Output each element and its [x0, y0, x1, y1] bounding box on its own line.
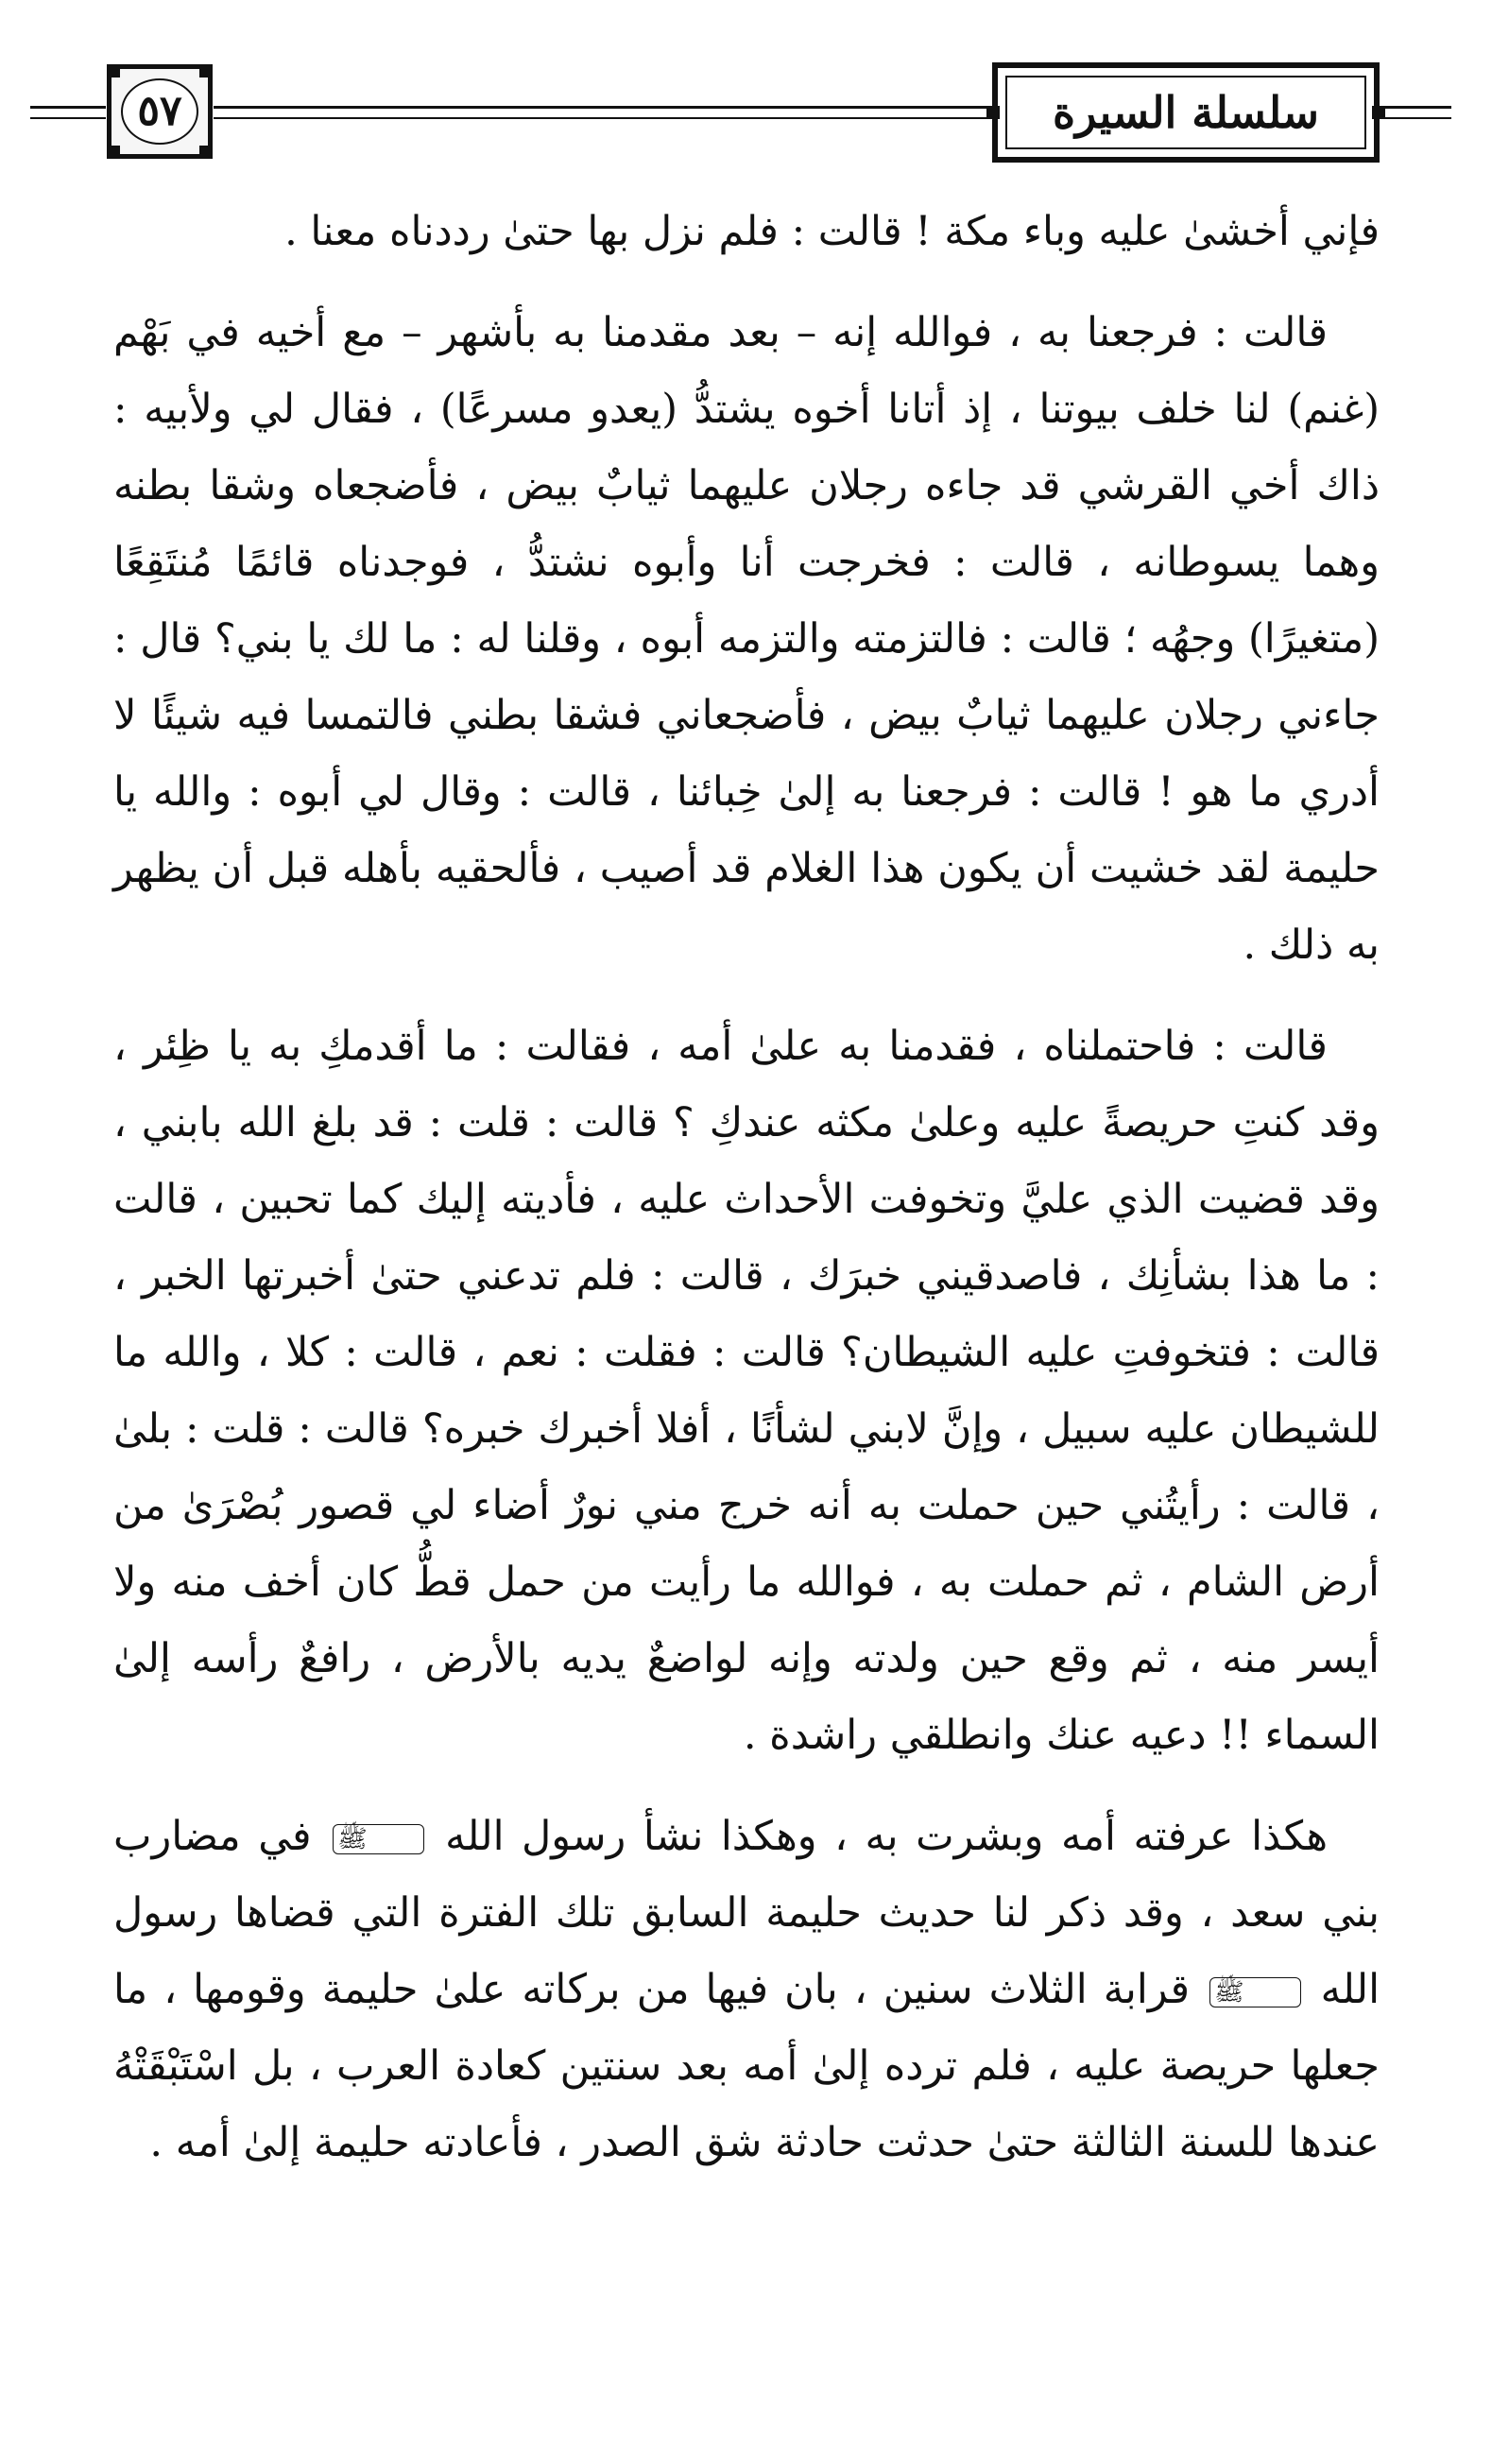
badge-corner [107, 146, 120, 159]
paragraph-3: قالت : فاحتملناه ، فقدمنا به علىٰ أمه ، فقالت : ما أقدمكِ به يا ظِئر ، وقد كنتِ حريصةً عليه وعلىٰ مكثه عندكِ ؟ قالت : قلت : قد بلغ الله بابني ، وقد قضيت الذي عليَّ وتخوفت الأحداث عليه ، فأديته إليك كما تحبين ، قالت : ما هذا بشأنِك ، فاصدقيني خبرَك ، قالت : فلم تدعني حتىٰ أخبرتها الخبر ، قالت : فتخوفتِ عليه الشيطان؟ قالت : فقلت : نعم ، قالت : كلا ، والله ما للشيطان عليه سبيل ، وإنَّ لابني لشأنًا ، أفلا أخبرك خبره؟ قالت : قلت : بلىٰ ، قالت : رأيتُني حين حملت به أنه خرج مني نورٌ أضاء لي قصور بُصْرَىٰ من أرض الشام ، ثم حملت به ، فوالله ما رأيت من حمل قطُّ كان أخف منه ولا أيسر منه ، ثم وقع حين ولدته وإنه لواضعٌ يديه بالأرض ، رافعٌ رأسه إلىٰ السماء !! دعيه عنك وانطلقي راشدة . [113, 1023, 1380, 1759]
badge-corner [107, 64, 120, 78]
page-body [113, 194, 1380, 2181]
header-rule-left-top [30, 106, 106, 109]
badge-corner [199, 64, 213, 78]
header-rule-mid-bottom [214, 117, 992, 119]
series-box-ornament [986, 106, 1000, 119]
paragraph-4 [113, 1799, 1380, 2181]
paragraph-1: فإني أخشىٰ عليه وباء مكة ! قالت : فلم نزل بها حتىٰ رددناه معنا . [284, 208, 1380, 255]
series-box-ornament [1372, 106, 1385, 119]
salutation-seal-icon: ﷺ [1209, 1977, 1300, 2007]
series-title: سلسلة السيرة [1005, 76, 1366, 149]
badge-corner [199, 146, 213, 159]
paragraph-4-part-2: في مضارب بني سعد ، وقد ذكر لنا حديث حليمة السابق تلك الفترة التي قضاها رسول الله [113, 1813, 1380, 2013]
series-title-box [992, 62, 1380, 163]
page-number-badge [107, 64, 213, 159]
header-rule-left-bottom [30, 117, 106, 119]
paragraph-4-part-1: هكذا عرفته أمه وبشرت به ، وهكذا نشأ رسول الله [445, 1813, 1329, 1860]
page-header [0, 0, 1509, 189]
header-rule-right-bottom [1380, 117, 1451, 119]
header-rule-right-top [1380, 106, 1451, 109]
page-number: ٥٧ [121, 78, 198, 145]
header-rule-mid-top [214, 106, 992, 109]
salutation-seal-icon: ﷺ [333, 1824, 423, 1854]
paragraph-2: قالت : فرجعنا به ، فوالله إنه – بعد مقدمنا به بأشهر – مع أخيه في بَهْم (غنم) لنا خلف بيوتنا ، إذ أتانا أخوه يشتدُّ (يعدو مسرعًا) ، فقال لي ولأبيه : ذاك أخي القرشي قد جاءه رجلان عليهما ثيابٌ بيض ، فأضجعاه وشقا بطنه وهما يسوطانه ، قالت : فخرجت أنا وأبوه نشتدُّ ، فوجدناه قائمًا مُنتَقِعًا (متغيرًا) وجهُه ؛ قالت : فالتزمته والتزمه أبوه ، وقلنا له : ما لك يا بني؟ قال : جاءني رجلان عليهما ثيابٌ بيض ، فأضجعاني فشقا بطني فالتمسا فيه شيئًا لا أدري ما هو ! قالت : فرجعنا به إلىٰ خِبائنا ، قالت : وقال لي أبوه : والله يا حليمة لقد خشيت أن يكون هذا الغلام قد أصيب ، فألحقيه بأهله قبل أن يظهر به ذلك . [113, 309, 1380, 969]
paragraph-4-part-3: قرابة الثلاث سنين ، بان فيها من بركاته علىٰ حليمة وقومها ، ما جعلها حريصة عليه ، فلم ترده إلىٰ أمه بعد سنتين كعادة العرب ، بل اسْتَبْقَتْهُ عندها للسنة الثالثة حتىٰ حدثت حادثة شق الصدر ، فأعادته حليمة إلىٰ أمه . [113, 1966, 1380, 2166]
